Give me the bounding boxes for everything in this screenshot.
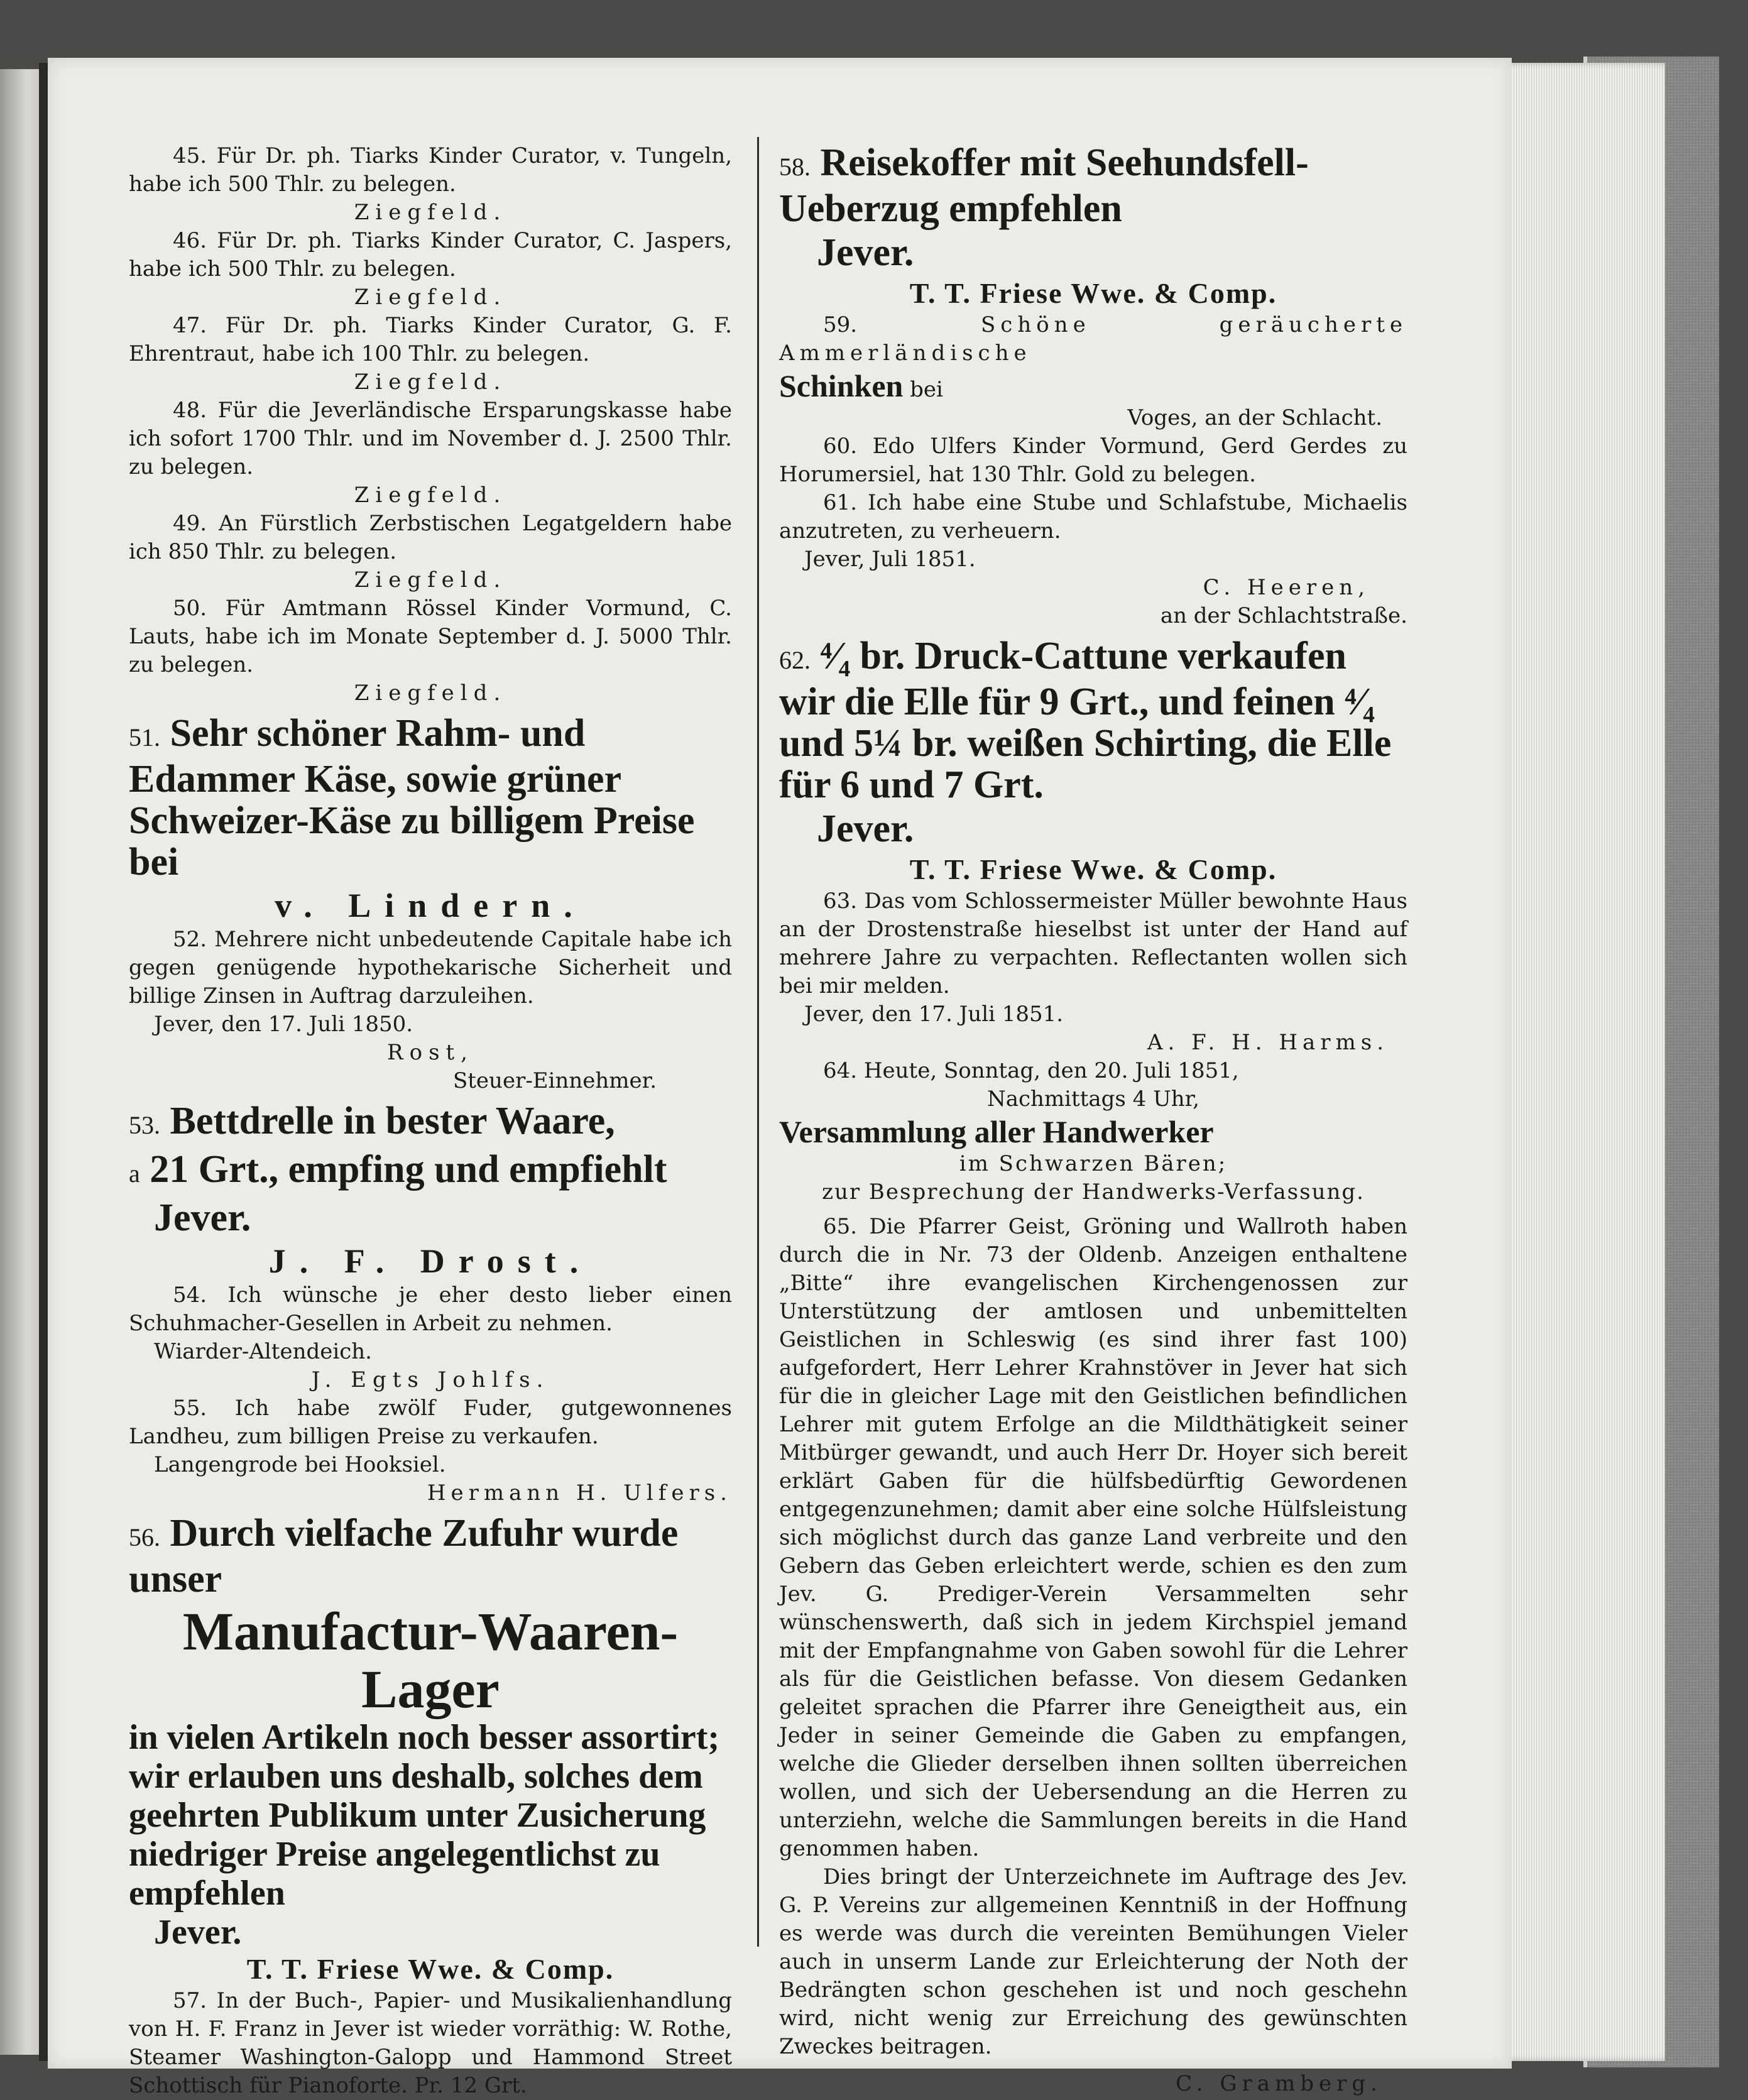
notice-63-signature: A. F. H. Harms. — [1147, 1030, 1389, 1055]
notice-64-line1: 64. Heute, Sonntag, den 20. Juli 1851, — [823, 1058, 1239, 1083]
notice-65-text2: Dies bringt der Unterzeichnete im Auftrage des Jev. G. P. Vereins zur allgemeinen Kenntniß in der Hoffnung es werde was durch die vereinten Bemühungen Vieler auch in unserm Lande zur Erleichterung der Noth der Bedrängten schon geschehen ist und noch geschehn wird, nicht wenig zur Erreichung des gewünschten Zweckes beitragen. — [779, 1864, 1407, 2059]
left-column — [129, 142, 732, 2100]
notice-58-signature: T. T. Friese Wwe. & Comp. — [909, 277, 1277, 309]
notice-50-signature: Ziegfeld. — [354, 681, 507, 706]
notice-45: 45. Für Dr. ph. Tiarks Kinder Curator, v. Tungeln, habe ich 500 Thlr. zu belegen. — [129, 143, 732, 197]
notice-54-place: Wiarder-Altendeich. — [154, 1339, 372, 1364]
page-stack-edges — [1502, 63, 1665, 2061]
notice-52-place: Jever, den 17. Juli 1850. — [154, 1012, 413, 1037]
notice-56-intro — [129, 1512, 732, 1600]
notice-48-signature: Ziegfeld. — [354, 483, 507, 508]
notice-55-signature: Hermann H. Ulfers. — [427, 1480, 732, 1506]
notice-64-line4: zur Besprechung der Handwerks-Verfassung. — [822, 1179, 1365, 1205]
notice-49: 49. An Fürstlich Zerbstischen Legatgeldern habe ich 850 Thlr. zu belegen. — [129, 511, 732, 564]
notice-59-number: 59. — [823, 312, 858, 337]
notice-45-signature: Ziegfeld. — [354, 200, 507, 225]
notice-58 — [779, 142, 1407, 229]
notice-62-place: Jever. — [817, 807, 914, 850]
notice-59-line2 — [779, 368, 1407, 404]
notice-55-place: Langengrode bei Hooksiel. — [154, 1452, 446, 1477]
notice-53-number: 53. — [129, 1111, 160, 1139]
notice-63: 63. Das vom Schlossermeister Müller bewohnte Haus an der Drostenstraße hieselbst ist unter der Hand auf mehrere Jahre zu verpachten. Reflectanten wollen sich bei mir melden. — [779, 889, 1407, 998]
notice-56-title: Manufactur-Waaren-Lager — [182, 1601, 679, 1719]
notice-62-signature: T. T. Friese Wwe. & Comp. — [909, 853, 1277, 885]
right-column — [779, 142, 1407, 2098]
notice-47: 47. Für Dr. ph. Tiarks Kinder Curator, G. F. Ehrentraut, habe ich 100 Thlr. zu belegen. — [129, 313, 732, 366]
notice-57: 57. In der Buch-, Papier- und Musikalienhandlung von H. F. Franz in Jever ist wieder vorräthig: W. Rothe, Steamer Washington-Galopp und Hammond Street Schottisch für Pianoforte. Pr. 12 Grt. — [129, 1988, 732, 2098]
notice-51-number: 51. — [129, 723, 160, 752]
notice-58-place: Jever. — [817, 231, 914, 274]
notice-51-signature: v. Lindern. — [275, 887, 586, 924]
notice-48: 48. Für die Jeverländische Ersparungskasse habe ich sofort 1700 Thlr. und im November d. J. 2500 Thlr. zu belegen. — [129, 398, 732, 479]
notice-49-signature: Ziegfeld. — [354, 567, 507, 593]
notice-59-text3: bei — [910, 377, 943, 402]
notice-59-text1: Schöne geräucherte Ammerländische — [779, 312, 1408, 366]
notice-53-line1 — [129, 1100, 732, 1146]
notice-58-text: Reisekoffer mit Seehundsfell-Ueberzug empfehlen — [779, 141, 1309, 230]
notice-53-text2: 21 Grt., empfing und empfiehlt — [150, 1148, 667, 1191]
notice-64-line2: Nachmittags 4 Uhr, — [986, 1086, 1199, 1112]
notice-56-text1: Durch vielfache Zufuhr wurde unser — [129, 1512, 679, 1600]
notice-54: 54. Ich wünsche je eher desto lieber einen Schuhmacher-Gesellen in Arbeit zu nehmen. — [129, 1282, 732, 1336]
notice-60: 60. Edo Ulfers Kinder Vormund, Gerd Gerdes zu Horumersiel, hat 130 Thlr. Gold zu belegen. — [779, 434, 1407, 487]
previous-page-edge — [0, 69, 44, 2055]
notice-58-number: 58. — [779, 153, 811, 181]
notice-65-signature: C. Gramberg. — [1175, 2071, 1382, 2096]
notice-51-text: Sehr schöner Rahm- und Edammer Käse, sowie grüner Schweizer-Käse zu billigem Preise bei — [129, 712, 695, 883]
notice-53-signature: J. F. Drost. — [268, 1242, 593, 1280]
notice-56-text2: in vielen Artikeln noch besser assortirt; wir erlauben uns deshalb, solches dem geehrten Publikum unter Zusicherung niedriger Preise angelegentlichst zu empfehlen — [129, 1718, 720, 1913]
column-divider — [757, 137, 759, 1947]
spacer — [779, 1206, 1407, 1213]
notice-52: 52. Mehrere nicht unbedeutende Capitale habe ich gegen genügende hypothekarische Sicherheit und billige Zinsen in Auftrag darzuleihen. — [129, 927, 732, 1009]
notice-59-text2: Schinken — [779, 368, 904, 403]
notice-64-title: Versammlung aller Handwerker — [779, 1114, 1214, 1149]
notice-63-place: Jever, den 17. Juli 1851. — [804, 1002, 1064, 1027]
notice-65-text1: 65. Die Pfarrer Geist, Gröning und Wallroth haben durch die in Nr. 73 der Oldenb. Anzeigen enthaltene „Bitte“ ihre evangelischen Kirchengenossen zur Unterstützung der amtlosen und unbemittelten Geistlichen in Schleswig (es sind ihrer fast 100) aufgefordert, Herr Lehrer Krahnstöver in Jever hat sich für die in gleicher Lage mit den Geistlichen befindlichen Lehrer mit gutem Erfolge an die Mildthätigkeit seiner Mitbürger gewandt, und auch Herr Dr. Hoyer sich bereit erklärt Gaben für die hülfsbedürftig Gewordenen entgegenzunehmen; damit aber eine solche Hülfsleistung sich möglichst durch das ganze Land verbreite und den Gebern das Geben erleichtert werde, schien es den zum Jev. G. Prediger-Verein Versammelten sehr wünschenswerth, daß sich in jedem Kirchspiel jemand mit der Empfangnahme von Gaben sowohl für die Lehrer als für die Geistlichen befasse. Von diesem Gedanken geleitet sprachen die Pfarrer ihre Geneigtheit aus, ein Jeder in seiner Gemeinde die Gaben zu empfangen, welche die Glieder derselben ihnen sollten überreichen wollen, und sich der Uebersendung an die Herren zu unterziehn, welche die Sammlungen bereits in die Hand genommen haben. — [779, 1214, 1407, 1861]
notice-47-signature: Ziegfeld. — [354, 369, 507, 395]
notice-53-line2 — [129, 1149, 732, 1195]
notice-51 — [129, 713, 732, 883]
notice-59-signature: Voges, an der Schlacht. — [1127, 405, 1382, 430]
notice-52-signature: Rost, — [387, 1040, 474, 1065]
notice-62-text: ⁴⁄₄ br. Druck-Cattune verkaufen wir die Elle für 9 Grt., und feinen ⁴⁄₄ und 5¼ br. weißen Schirting, die Elle für 6 und 7 Grt. — [779, 635, 1392, 806]
notice-61: 61. Ich habe eine Stube und Schlafstube, Michaelis anzutreten, zu verheuern. — [779, 490, 1407, 544]
notice-53-prefix: a — [129, 1159, 140, 1188]
notice-61-address: an der Schlachtstraße. — [1160, 603, 1407, 628]
notice-46-signature: Ziegfeld. — [354, 285, 507, 310]
notice-52-title: Steuer-Einnehmer. — [452, 1068, 657, 1093]
notice-64-line3: im Schwarzen Bären; — [959, 1151, 1228, 1176]
notice-62 — [779, 635, 1407, 806]
notice-53-place: Jever. — [154, 1196, 251, 1239]
notice-56-number: 56. — [129, 1523, 160, 1551]
notice-56-place: Jever. — [154, 1913, 242, 1952]
notice-61-signature: C. Heeren, — [1203, 575, 1370, 600]
notice-50: 50. Für Amtmann Rössel Kinder Vormund, C. Lauts, habe ich im Monate September d. J. 5000 Thlr. zu belegen. — [129, 596, 732, 677]
notice-56-signature: T. T. Friese Wwe. & Comp. — [246, 1953, 615, 1985]
notice-54-signature: J. Egts Johlfs. — [311, 1367, 550, 1392]
notice-61-place: Jever, Juli 1851. — [804, 547, 976, 572]
notice-62-number: 62. — [779, 646, 811, 674]
notice-46: 46. Für Dr. ph. Tiarks Kinder Curator, C. Jaspers, habe ich 500 Thlr. zu belegen. — [129, 228, 732, 282]
notice-53-text1: Bettdrelle in bester Waare, — [170, 1100, 615, 1142]
notice-55: 55. Ich habe zwölf Fuder, gutgewonnenes Landheu, zum billigen Preise zu verkaufen. — [129, 1396, 732, 1449]
notice-59 — [779, 311, 1407, 368]
